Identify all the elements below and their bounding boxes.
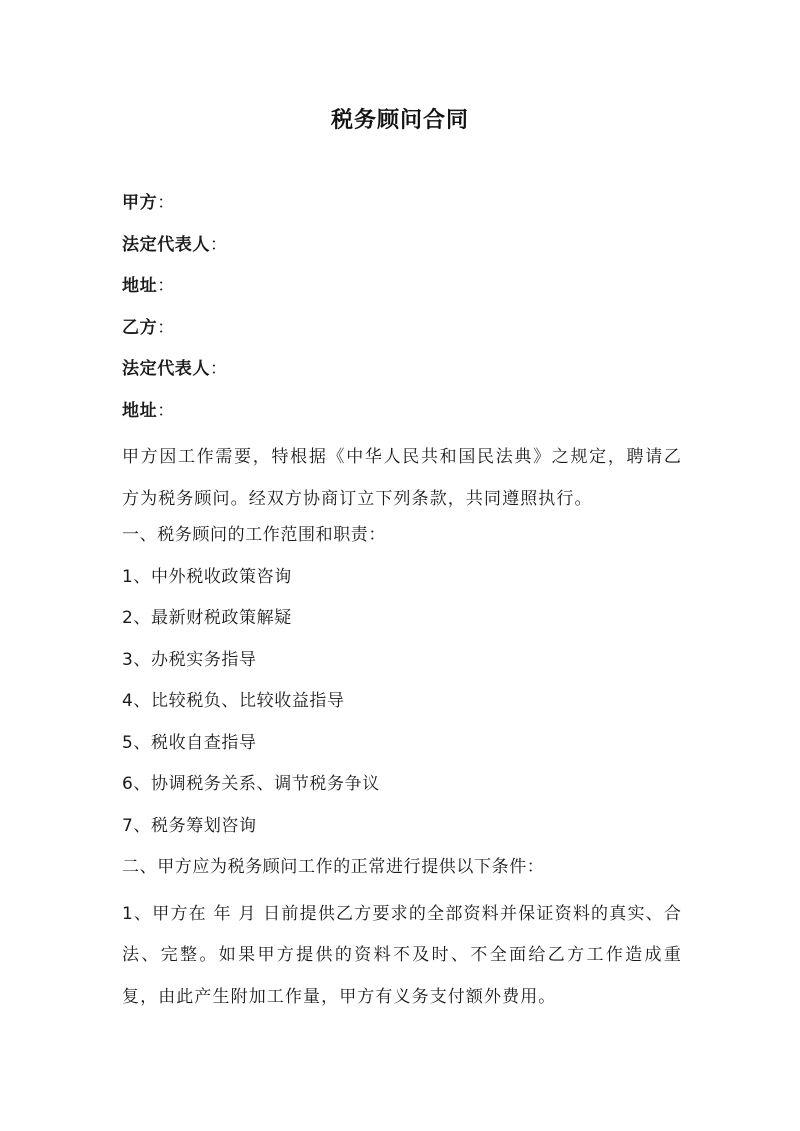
section-1-item: 3、办税实务指导 bbox=[122, 649, 257, 670]
field-separator: ： bbox=[157, 193, 175, 213]
field-party-b bbox=[122, 313, 682, 355]
field-separator: ： bbox=[157, 400, 175, 421]
section-1-item: 6、协调税务关系、调节税务争议 bbox=[122, 774, 380, 794]
field-label: 法定代表人 bbox=[122, 234, 210, 255]
field-separator: ： bbox=[210, 234, 228, 255]
section-1-heading: 一、税务顾问的工作范围和职责： bbox=[122, 525, 386, 545]
field-label: 法定代表人 bbox=[122, 359, 210, 379]
field-separator: ： bbox=[157, 317, 175, 338]
field-separator: ： bbox=[210, 359, 228, 379]
section-1-item: 5、税收自查指导 bbox=[122, 732, 257, 753]
section-1-item: 7、税务筹划咨询 bbox=[122, 815, 257, 836]
field-party-b-address bbox=[122, 396, 682, 438]
field-label: 乙方 bbox=[122, 317, 158, 338]
field-label: 甲方 bbox=[122, 193, 158, 213]
field-label: 地址 bbox=[122, 276, 158, 296]
document-title: 税务顾问合同 bbox=[330, 108, 469, 133]
section-1-item: 1、中外税收政策咨询 bbox=[122, 566, 292, 587]
field-party-b-representative bbox=[122, 354, 682, 396]
field-party-a bbox=[122, 188, 682, 230]
section-1-item: 2、最新财税政策解疑 bbox=[122, 608, 292, 628]
field-party-a-address bbox=[122, 271, 682, 313]
section-2-heading: 二、甲方应为税务顾问工作的正常进行提供以下条件： bbox=[122, 857, 545, 877]
section-2-item-1: 1、甲方在 年 月 日前提供乙方要求的全部资料并保证资料的真实、合法、完整。如果甲方提供的资料不及时、不全面给乙方工作造成重复，由此产生附加工作量，甲方有义务支付额外费用。 bbox=[122, 903, 682, 1007]
section-1-item: 4、比较税负、比较收益指导 bbox=[122, 691, 345, 711]
document-body bbox=[122, 188, 682, 1018]
intro-paragraph: 甲方因工作需要，特根据《中华人民共和国民法典》之规定，聘请乙方为税务顾问。经双方协商订立下列条款，共同遵照执行。 bbox=[122, 447, 682, 509]
field-label: 地址 bbox=[122, 400, 158, 421]
field-party-a-representative bbox=[122, 230, 682, 272]
field-separator: ： bbox=[157, 276, 175, 296]
